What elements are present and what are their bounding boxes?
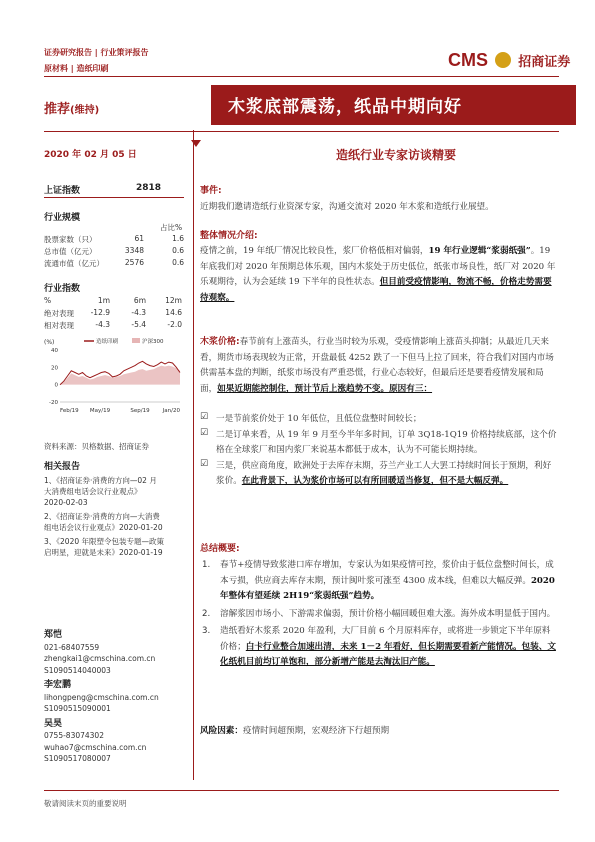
related-item[interactable] — [44, 511, 189, 533]
analyst-cert: S1090515090001 — [44, 704, 111, 713]
analyst — [44, 719, 189, 765]
cms-logo — [448, 50, 570, 71]
scale-label: 总市值（亿元） — [44, 247, 97, 256]
reasons-list — [200, 412, 558, 490]
perf-value: 14.6 — [165, 308, 182, 317]
legend-label-paper: 造纸印刷 — [96, 339, 119, 345]
perf-value: -12.9 — [90, 308, 110, 317]
sidebar-divider — [193, 130, 194, 780]
x-tick-label: Jan/20 — [162, 408, 180, 414]
y-tick-label: 0 — [54, 382, 58, 389]
analyst-email[interactable]: zhengkai1@cmschina.com.cn — [44, 654, 156, 663]
analyst-phone: 021-68407559 — [44, 642, 100, 652]
reason-item — [200, 412, 558, 428]
cms-logo-text: CMS — [448, 50, 488, 70]
scale-label: 股票家数（只） — [44, 235, 97, 244]
report-subtitle: 造纸行业专家访谈精要 — [336, 148, 457, 162]
check-icon: ☑ — [200, 458, 209, 469]
perf-value: -2.0 — [167, 320, 182, 329]
rating — [44, 98, 99, 117]
perf-col-1m: 1m — [97, 296, 110, 305]
summary-item — [200, 607, 558, 623]
analyst-email[interactable]: wuhao7@cmschina.com.cn — [44, 742, 147, 752]
related-line: 2、《招商证券·消费的方向—大消费 — [44, 512, 160, 521]
summary-text: 造纸看好木浆系 2020 年盈利，大厂目前 6 个月原料库存，或将进一步锁定下半年原料价格； — [220, 626, 551, 652]
related-line: 启明星，迎就是未来》2020-01-19 — [44, 548, 163, 557]
reason-paragraph — [216, 459, 558, 490]
summary-item — [200, 558, 558, 605]
related-item[interactable] — [44, 475, 189, 508]
analyst-name: 李宏鹏 — [44, 680, 72, 690]
related-line: 大消费组电话会议行业观点》 — [44, 487, 142, 496]
chart-legend — [84, 337, 164, 345]
summary-paragraph — [220, 624, 558, 671]
analyst-name: 吴昊 — [44, 718, 63, 729]
perf-title: 行业指数 — [44, 284, 81, 294]
industry-tag: 原材料 | 造纸印刷 — [44, 64, 109, 73]
cms-logo-emblem — [495, 52, 511, 68]
x-tick-label: Sep/19 — [130, 408, 150, 414]
risk-text: 疫情时间超预期，宏观经济下行超预期 — [242, 726, 390, 736]
scale-row — [44, 234, 184, 246]
header-divider — [44, 76, 559, 77]
reason-item — [200, 459, 558, 490]
perf-table — [44, 296, 184, 332]
overall-paragraph — [200, 244, 558, 306]
analyst-cert: S1090517080007 — [44, 754, 111, 763]
risk-paragraph — [200, 724, 558, 740]
chart-source: 资料来源：贝格数据、招商证券 — [44, 442, 149, 451]
pulp-paragraph — [200, 335, 558, 397]
y-tick-label: 20 — [51, 365, 58, 372]
summary-number: 2. — [202, 608, 211, 619]
pulp-text: 春节前有上涨苗头，行业当时较为乐观，受疫情影响上涨苗头抑制；从最近几天来看，期货市场表现较为正常，开盘最低 4252 跌了一下但马上拉了回来，符合我们对国内市场供需基本盘的判断，纸浆市场没有严重恐慌，行业心态较好，但最后还是要看疫情发展和局面， — [200, 337, 554, 394]
report-title: 木浆底部震荡，纸品中期向好 — [228, 97, 462, 117]
x-tick-label: Feb/19 — [60, 408, 79, 414]
footer-note: 敬请阅读末页的重要说明 — [44, 799, 127, 808]
perf-col-12m: 12m — [165, 296, 182, 305]
analyst — [44, 680, 189, 715]
related-reports — [44, 475, 189, 558]
summary-underline: 白卡行业整合加速出清，未来 1－2 年看好，但长期需要看新产能情况。包装、文化纸机目前均订单饱和，部分新增产能是去淘汰旧产能。 — [220, 641, 556, 667]
perf-value: -4.3 — [95, 320, 110, 329]
pulp-underline: 如果近期能控制住，预计节后上涨趋势不变。原因有三： — [217, 383, 433, 394]
perf-label: 相对表现 — [44, 321, 74, 330]
overall-emphasis: 19 年行业逻辑“浆弱纸强” — [428, 246, 531, 256]
performance-chart — [44, 336, 186, 416]
index-label: 上证指数 — [44, 186, 81, 196]
scale-pct: 0.6 — [172, 246, 184, 255]
cms-logo-name: 招商证券 — [518, 55, 571, 70]
scale-title: 行业规模 — [44, 213, 81, 223]
perf-header-row — [44, 296, 184, 308]
analyst — [44, 630, 189, 676]
summary-text: 溶解浆因市场小、下游需求偏弱，预计价格小幅回暖但难大涨。海外成本明显低于国内。 — [220, 608, 556, 619]
event-heading: 事件: — [200, 186, 222, 196]
scale-pct-header: 占比% — [160, 223, 183, 232]
perf-col-6m: 6m — [133, 296, 146, 305]
footer-divider — [44, 790, 559, 791]
scale-label: 流通市值（亿元） — [44, 259, 104, 268]
related-line: 组电话会议行业观点》2020-01-20 — [44, 523, 163, 532]
analyst-name: 郑恺 — [44, 630, 63, 640]
reason-item — [200, 428, 558, 459]
reason-underline: 在此背景下，认为浆价市场可以有所回暖适当修复，但不是大幅反弹。 — [241, 476, 509, 486]
sidebar-rule — [44, 197, 184, 198]
reason-text: 二是订单来看，从 19 年 9 月至今半年多时间，订单 3Q18-1Q19 价格持续底部，这个价格在全球浆厂和国内浆厂来说基本都低于成本，认为不可能长期持续。 — [216, 429, 557, 455]
scale-value: 61 — [134, 234, 144, 243]
overall-heading: 整体情况介绍: — [200, 231, 258, 241]
rating-note: (维持) — [70, 105, 100, 116]
perf-label: 绝对表现 — [44, 309, 74, 318]
scale-row — [44, 246, 184, 258]
summary-emphasis: 2020 年整体有望延续 2H19“浆弱纸强”趋势。 — [220, 575, 555, 601]
related-item[interactable] — [44, 536, 189, 558]
series-area-hs300 — [60, 366, 180, 385]
scale-pct: 0.6 — [172, 258, 184, 267]
x-tick-label: May/19 — [89, 408, 111, 414]
scale-value: 2576 — [124, 258, 144, 267]
title-divider — [44, 131, 559, 132]
rating-text: 推荐 — [44, 102, 71, 117]
scale-pct: 1.6 — [172, 234, 184, 243]
summary-list — [200, 558, 558, 671]
perf-row — [44, 308, 184, 320]
summary-paragraph — [220, 558, 558, 605]
perf-row — [44, 320, 184, 332]
summary-text: 春节+疫情导致浆港口库存增加，专家认为如果疫情可控，浆价由于低位盘整时间长，成本亏损，供应商去库存末期，预计闽叶浆可涨至 4300 成本线，但难以大幅反弹。 — [220, 560, 554, 586]
summary-item — [200, 624, 558, 671]
analyst-email[interactable]: lihongpeng@cmschina.com.cn — [44, 692, 159, 702]
report-date: 2020 年 02 月 05 日 — [44, 150, 137, 160]
check-icon: ☑ — [200, 427, 209, 438]
analyst-phone: 0755-83074302 — [44, 731, 104, 740]
perf-percent: % — [44, 296, 52, 305]
y-tick-label: -20 — [49, 400, 58, 406]
legend-label-hs300: 沪深300 — [142, 339, 164, 345]
scale-table — [44, 234, 184, 270]
index-value: 2818 — [136, 183, 162, 193]
related-line: 2020-02-03 — [44, 498, 88, 507]
legend-swatch-hs300 — [132, 338, 140, 343]
summary-number: 1. — [202, 560, 211, 570]
summary-number: 3. — [202, 626, 211, 636]
analysts — [44, 630, 189, 765]
overall-underline: 但目前受疫情影响，物流不畅，价格走势需要待观察。 — [200, 277, 552, 303]
pulp-heading: 木浆价格: — [200, 337, 240, 347]
risk-heading: 风险因素： — [200, 726, 243, 736]
related-line: 3、《2020 年限塑令包装专题—政策 — [44, 537, 164, 546]
scale-value: 3348 — [124, 246, 144, 255]
event-text: 近期我们邀请造纸行业资深专家，沟通交流对 2020 年木浆和造纸行业展望。 — [200, 202, 494, 212]
overall-text-1: 疫情之前，19 年纸厂情况比较良性，浆厂价格低相对偏弱， — [200, 246, 429, 256]
report-type-tag: 证券研究报告 | 行业策评报告 — [44, 48, 149, 57]
analyst-cert: S1090514040003 — [44, 665, 111, 675]
overall-text-2: 。19 年底我们对 2020 年预期总体乐观，国内木浆处于历史低位，纸张市场良性，纸厂对 2020 年乐观期待，认为会延续 19 下半年的良性状态。 — [200, 246, 556, 287]
reason-text: 一是节前浆价处于 10 年低位，且低位盘整时间较长； — [216, 414, 422, 424]
check-icon: ☑ — [200, 412, 209, 422]
perf-value: -4.3 — [131, 308, 146, 317]
scale-row — [44, 258, 184, 270]
y-tick-label: 40 — [51, 348, 58, 354]
perf-value: -5.4 — [131, 320, 146, 329]
related-line: 1、《招商证券·消费的方向—02 月 — [44, 476, 157, 485]
reason-text: 三是，供应商角度，欧洲处于去库存末期，芬兰产业工人大罢工持续时间长于预期，利好浆价。 — [216, 460, 552, 486]
chart-ylabel: (%) — [44, 339, 55, 346]
related-title: 相关报告 — [44, 462, 81, 472]
summary-heading: 总结概要: — [200, 544, 240, 554]
